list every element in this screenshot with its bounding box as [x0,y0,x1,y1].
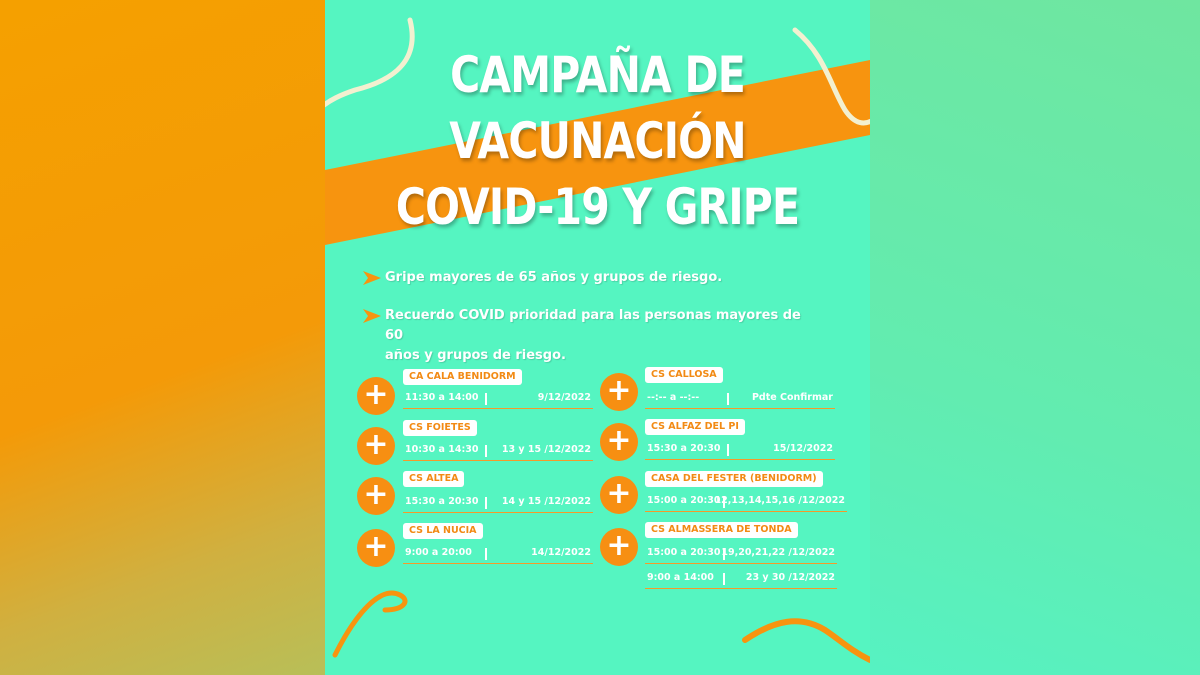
schedule-date: 12,13,14,15,16 /12/2022 [714,495,845,506]
schedule-row [645,390,835,409]
plus-icon: + [600,528,638,566]
schedule-row [645,493,847,512]
plus-icon: + [600,476,638,514]
schedule-row [403,545,593,564]
schedule-time: 15:00 a 20:30 [647,547,721,558]
background-left-panel [0,0,325,675]
row-divider [485,548,487,560]
schedule-time: 9:00 a 14:00 [647,572,714,583]
bullet-flu-text: Gripe mayores de 65 años y grupos de riesgo. [385,270,723,285]
schedule-date: 13 y 15 /12/2022 [501,444,591,455]
schedule-time: 10:30 a 14:30 [405,444,479,455]
schedule-date: 14/12/2022 [531,547,591,558]
bullet-covid [363,306,823,366]
arrow-bullet-icon [363,309,381,323]
schedule-time: 15:00 a 20:30 [647,495,721,506]
plus-icon: + [357,477,395,515]
plus-icon: + [357,377,395,415]
schedule-time: 15:30 a 20:30 [405,496,479,507]
row-divider [485,393,487,405]
schedule-row [645,545,837,564]
center-name: CA CALA BENIDORM [403,369,522,385]
row-divider [485,497,487,509]
arrow-bullet-icon [363,271,381,285]
center-name: CS ALTEA [403,471,464,487]
vaccination-poster [325,0,870,675]
schedule-date: Pdte Confirmar [751,392,833,403]
schedule-time: 15:30 a 20:30 [647,443,721,454]
schedule-row [403,494,593,513]
schedule-time: --:-- a --:-- [647,392,700,403]
schedule-row [403,442,593,461]
bullet-flu [363,268,823,288]
title-line-3: COVID-19 Y GRIPE [395,178,800,236]
title-line-1: CAMPAÑA DE [450,46,745,104]
poster-title [325,42,870,240]
schedule-row [645,441,835,460]
plus-icon: + [600,423,638,461]
title-line-2: VACUNACIÓN [449,112,746,170]
schedule-time: 9:00 a 20:00 [405,547,472,558]
row-divider [727,444,729,456]
schedule-row [645,570,837,589]
row-divider [727,393,729,405]
center-name: CS FOIETES [403,420,477,436]
schedule-date: 9/12/2022 [537,392,591,403]
schedule-date: 19,20,21,22 /12/2022 [721,547,835,558]
plus-icon: + [600,373,638,411]
row-divider [485,445,487,457]
row-divider [723,573,725,585]
center-name: CS ALMASSERA DE TONDA [645,522,798,538]
bullet-covid-text-line-2: años y grupos de riesgo. [385,348,566,363]
center-name: CS CALLOSA [645,367,723,383]
bullet-covid-text-line-1: Recuerdo COVID prioridad para las personas mayores de 60 [385,308,801,343]
schedule-date: 23 y 30 /12/2022 [745,572,835,583]
center-name: CS LA NUCIA [403,523,483,539]
schedule-row [403,390,593,409]
schedule-date: 15/12/2022 [773,443,833,454]
background-right-panel [870,0,1200,675]
plus-icon: + [357,529,395,567]
plus-icon: + [357,427,395,465]
schedule-date: 14 y 15 /12/2022 [501,496,591,507]
center-name: CS ALFAZ DEL PI [645,419,745,435]
center-name: CASA DEL FESTER (BENIDORM) [645,471,823,487]
schedule-time: 11:30 a 14:00 [405,392,479,403]
